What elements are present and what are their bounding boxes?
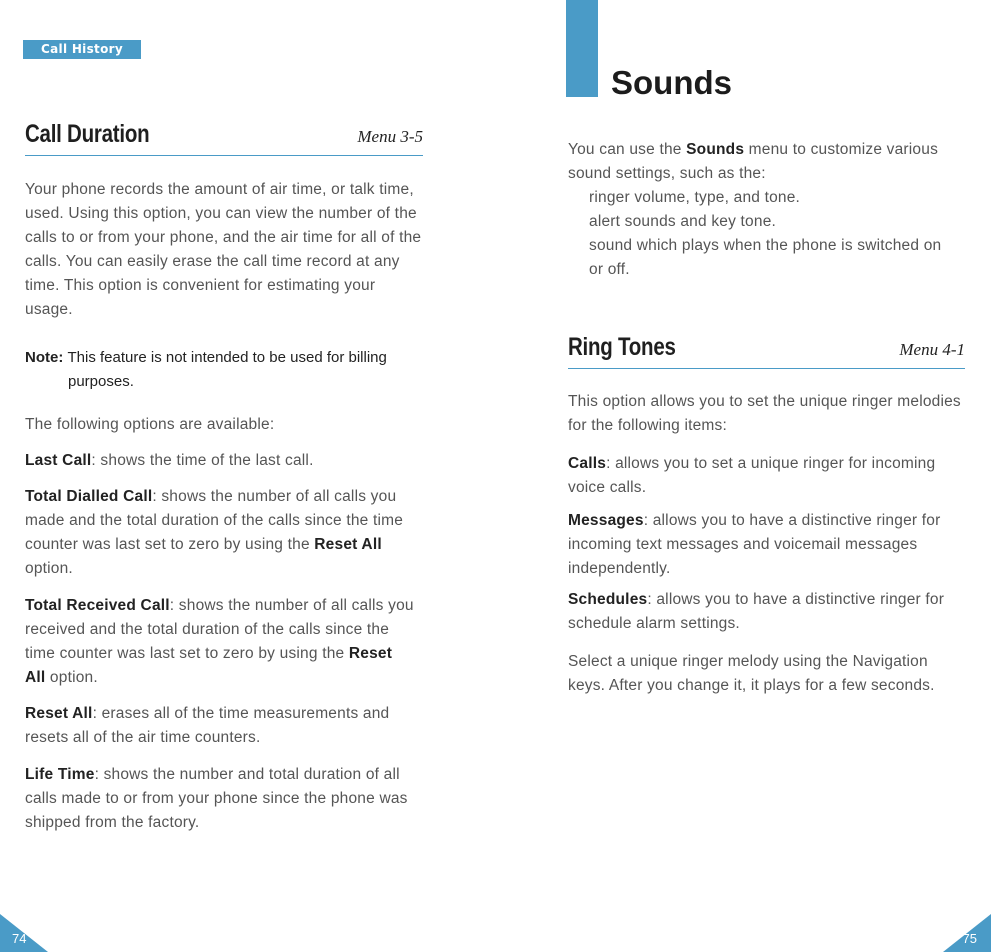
- menu-reference: Menu 4-1: [899, 340, 965, 359]
- page-number-left: 74: [12, 931, 27, 946]
- item-term-inline: Reset All: [314, 536, 382, 553]
- section-title: Call Duration: [25, 120, 150, 148]
- page-number-right: 75: [962, 931, 977, 946]
- item-desc: : shows the number and total duration of all calls made to or from your phone since the phone was shipped from the factory.: [25, 766, 408, 831]
- item-term: Calls: [568, 455, 607, 472]
- item-total-dialled-call: [25, 485, 425, 581]
- item-calls: [568, 452, 968, 500]
- chapter-title: Sounds: [611, 64, 732, 101]
- item-last-call: [25, 449, 425, 473]
- title-accent-bar: [566, 0, 598, 97]
- item-desc: : allows you to set a unique ringer for incoming voice calls.: [568, 455, 936, 496]
- section-title: Ring Tones: [568, 333, 676, 361]
- item-term: Last Call: [25, 452, 92, 469]
- item-reset-all: [25, 702, 425, 750]
- item-desc: : erases all of the time measurements and resets all of the air time counters.: [25, 705, 390, 746]
- item-desc: : shows the number of all calls you made and the total duration of the calls since the time counter was last set to zero by using the: [25, 488, 404, 553]
- item-messages: [568, 509, 968, 581]
- item-term-inline: Reset All: [25, 645, 393, 686]
- item-term: Schedules: [568, 591, 648, 608]
- bullet-item: sound which plays when the phone is switched on: [589, 237, 942, 254]
- intro-paragraph: Your phone records the amount of air time, or talk time, used. Using this option, you can view the number of the calls to or from your phone, and the air time for all of the calls. You can easily erase the call time record at any time. This option is convenient for estimating your usage.: [25, 181, 422, 318]
- item-desc-tail: option.: [25, 560, 73, 577]
- item-term: Total Dialled Call: [25, 488, 153, 505]
- ring-intro: This option allows you to set the unique ringer melodies for the following items:: [568, 393, 961, 434]
- item-term: Reset All: [25, 705, 93, 722]
- section-header-call-duration: [25, 120, 423, 156]
- item-desc: : shows the number of all calls you received and the total duration of the calls since the time counter was last set to zero by using the: [25, 597, 414, 662]
- bullet-item: ringer volume, type, and tone.: [589, 189, 801, 206]
- intro-post: menu to customize various sound settings, such as the:: [568, 141, 939, 182]
- intro-pre: You can use the: [568, 141, 687, 158]
- item-desc: : allows you to have a distinctive ringer for incoming text messages and voicemail messages independently.: [568, 512, 941, 577]
- note-text-line2: purposes.: [68, 373, 134, 390]
- item-term: Life Time: [25, 766, 95, 783]
- note-text-line1: This feature is not intended to be used for billing: [67, 349, 387, 366]
- item-total-received-call: [25, 594, 415, 690]
- bullet-item: alert sounds and key tone.: [589, 213, 777, 230]
- menu-reference: Menu 3-5: [357, 127, 423, 146]
- outro-paragraph: Select a unique ringer melody using the Navigation keys. After you change it, it plays for a few seconds.: [568, 653, 935, 694]
- bullet-item: or off.: [589, 261, 630, 278]
- item-term: Total Received Call: [25, 597, 170, 614]
- options-intro: The following options are available:: [25, 416, 275, 433]
- item-desc-tail: option.: [45, 669, 98, 686]
- item-term: Messages: [568, 512, 644, 529]
- left-page: [0, 0, 495, 952]
- note-block: [25, 346, 425, 394]
- section-header-ring-tones: [568, 333, 965, 369]
- intro-term: Sounds: [686, 141, 745, 158]
- chapter-tab: Call History: [23, 40, 141, 59]
- sounds-intro: [568, 138, 968, 186]
- item-schedules: [568, 588, 968, 636]
- item-life-time: [25, 763, 425, 835]
- item-desc: : allows you to have a distinctive ringer for schedule alarm settings.: [568, 591, 945, 632]
- item-desc: : shows the time of the last call.: [91, 452, 314, 469]
- note-label: Note:: [25, 349, 64, 366]
